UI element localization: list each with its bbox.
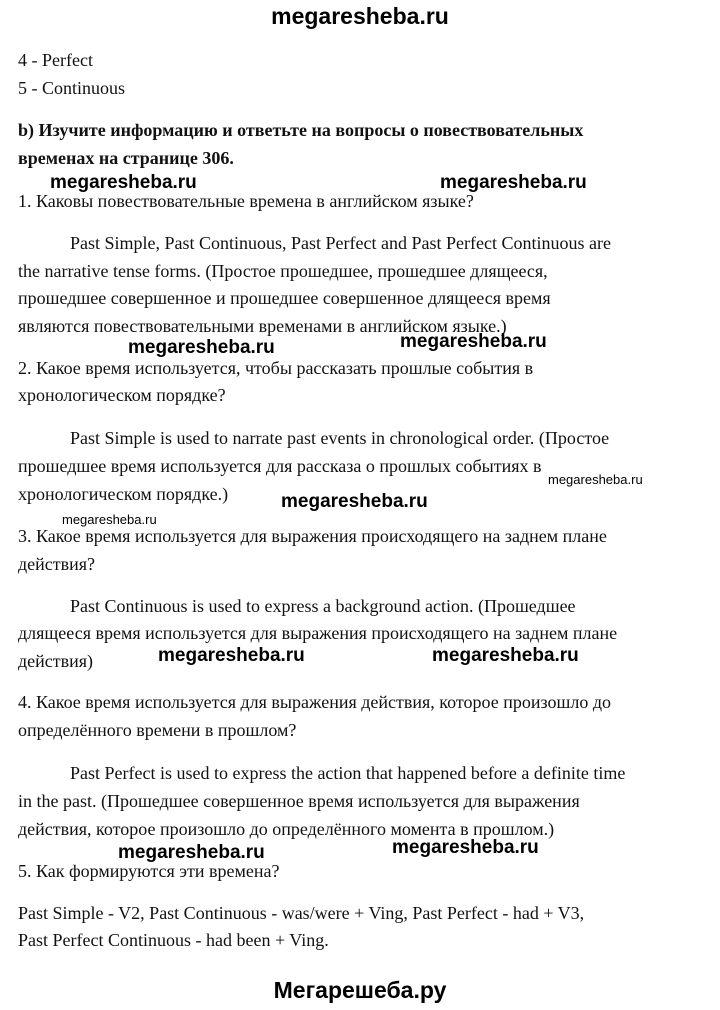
watermark: megaresheba.ru — [400, 331, 547, 352]
section-heading-line-2: временах на странице 306. — [18, 148, 234, 168]
question-5: 5. Как формируются эти времена? — [18, 861, 280, 881]
question-4-line-2: определённого времени в прошлом? — [18, 720, 297, 740]
watermark-small: megaresheba.ru — [548, 472, 643, 487]
section-heading-line-1: b) Изучите информацию и ответьте на вопросы о повествовательных — [18, 120, 584, 140]
question-1: 1. Каковы повествовательные времена в английском языке? — [18, 191, 474, 211]
answer-3-line-3: действия) — [18, 651, 94, 671]
answer-4-line-2: in the past. (Прошедшее совершенное время используется для выражения — [18, 791, 580, 811]
question-3-line-2: действия? — [18, 554, 96, 574]
answer-2-line-3: хронологическом порядке.) — [18, 484, 229, 504]
watermark: megaresheba.ru — [50, 172, 197, 193]
question-2-line-1: 2. Какое время используется, чтобы рассказать прошлые события в — [18, 358, 534, 378]
list-item-continuous: 5 - Continuous — [18, 78, 126, 98]
watermark: megaresheba.ru — [281, 491, 428, 512]
question-3-line-1: 3. Какое время используется для выражения происходящего на заднем плане — [18, 526, 607, 546]
watermark: megaresheba.ru — [432, 645, 579, 666]
answer-2-line-1: Past Simple is used to narrate past events in chronological order. (Простое — [70, 428, 610, 448]
list-item-perfect: 4 - Perfect — [18, 50, 93, 70]
answer-1-line-1: Past Simple, Past Continuous, Past Perfect and Past Perfect Continuous are — [70, 233, 611, 253]
watermark: megaresheba.ru — [392, 837, 539, 858]
answer-5-line-2: Past Perfect Continuous - had been + Ving. — [18, 930, 329, 950]
watermark: megaresheba.ru — [118, 842, 265, 863]
watermark: megaresheba.ru — [128, 337, 275, 358]
answer-1-line-4: являются повествовательными временами в английском языке.) — [18, 316, 507, 336]
answer-2-line-2: прошедшее время используется для рассказа о прошлых событиях в — [18, 456, 542, 476]
answer-4-line-1: Past Perfect is used to express the action that happened before a definite time — [70, 763, 626, 783]
watermark-small: megaresheba.ru — [62, 512, 157, 527]
answer-1-line-3: прошедшее совершенное и прошедшее совершенное длящееся время — [18, 288, 551, 308]
answer-4-line-3: действия, которое произошло до определённого момента в прошлом.) — [18, 819, 555, 839]
answer-1-line-2: the narrative tense forms. (Простое прошедшее, прошедшее длящееся, — [18, 261, 548, 281]
answer-3-line-2: длящееся время используется для выражения происходящего на заднем плане — [18, 623, 618, 643]
site-footer[interactable]: Мегарешеба.ру — [273, 977, 447, 1003]
question-2-line-2: хронологическом порядке? — [18, 385, 226, 405]
answer-3-line-1: Past Continuous is used to express a background action. (Прошедшее — [70, 596, 576, 616]
answer-5-line-1: Past Simple - V2, Past Continuous - was/were + Ving, Past Perfect - had + V3, — [18, 903, 585, 923]
question-4-line-1: 4. Какое время используется для выражения действия, которое произошло до — [18, 692, 611, 712]
watermark: megaresheba.ru — [158, 645, 305, 666]
site-header[interactable]: megaresheba.ru — [271, 3, 449, 29]
watermark: megaresheba.ru — [440, 172, 587, 193]
